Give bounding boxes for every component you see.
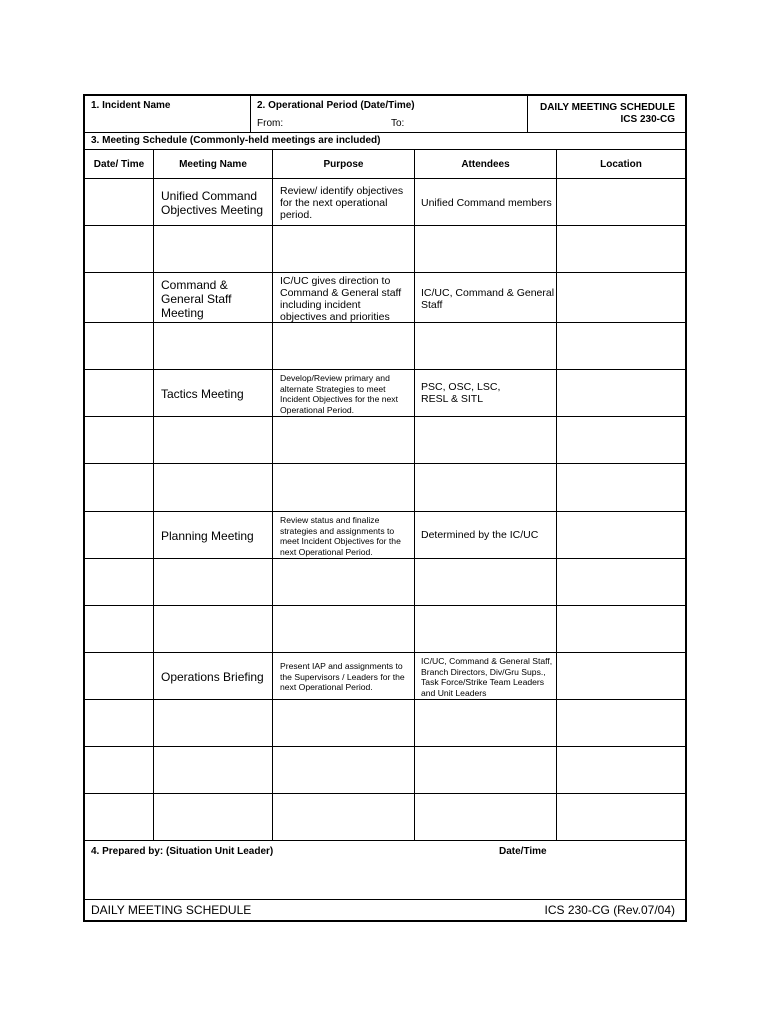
meeting-name: Operations Briefing [161, 670, 264, 684]
meeting-name: Unified Command Objectives Meeting [161, 189, 264, 217]
table-row[interactable] [85, 273, 685, 323]
column-header-attendees: Attendees [461, 158, 510, 170]
from-label: From: [257, 118, 284, 129]
meeting-attendees: Determined by the IC/UC [421, 529, 539, 541]
table-row[interactable] [85, 747, 685, 794]
table-row[interactable] [85, 559, 685, 606]
table-row[interactable] [85, 226, 685, 273]
incident-name-label: 1. Incident Name [91, 100, 171, 111]
footer-title: DAILY MEETING SCHEDULE [91, 903, 252, 917]
table-row[interactable] [85, 794, 685, 841]
table-row[interactable] [85, 370, 685, 417]
column-header-purpose: Purpose [323, 158, 364, 170]
meeting-purpose: IC/UC gives direction to Command & General staff including incident objectives and priorities [280, 275, 402, 323]
table-header [85, 150, 685, 179]
meeting-name: Tactics Meeting [161, 387, 244, 401]
meeting-purpose: Review status and finalize strategies and assignments to meet Incident Objectives for the next Operational Period. [280, 515, 401, 557]
table-row[interactable] [85, 653, 685, 700]
to-label: To: [391, 118, 405, 129]
meeting-table-body [85, 179, 685, 841]
table-row[interactable] [85, 323, 685, 370]
meeting-attendees: IC/UC, Command & General Staff, Branch Directors, Div/Gru Sups., Task Force/Strike Team Leaders and Unit Leaders [421, 656, 553, 698]
operational-period-field[interactable] [251, 96, 528, 132]
meeting-name: Planning Meeting [161, 529, 254, 543]
meeting-purpose: Develop/Review primary and alternate Strategies to meet Incident Objectives for the next Operational Period. [280, 373, 398, 415]
meeting-attendees: IC/UC, Command & General Staff [421, 287, 555, 311]
column-header-datetime: Date/ Time [93, 158, 145, 170]
form-header [85, 96, 685, 133]
operational-period-label: 2. Operational Period (Date/Time) [257, 100, 415, 111]
prepared-by-label: 4. Prepared by: (Situation Unit Leader) [91, 846, 274, 857]
footer-revision: ICS 230-CG (Rev.07/04) [544, 903, 675, 917]
meeting-schedule-section [85, 133, 685, 150]
table-row[interactable] [85, 606, 685, 653]
column-header-location: Location [600, 158, 642, 170]
table-row[interactable] [85, 464, 685, 512]
date-time-label: Date/Time [499, 846, 547, 857]
meeting-name: Command & General Staff Meeting [161, 278, 232, 320]
prepared-by-section[interactable] [85, 841, 685, 900]
form-title: DAILY MEETING SCHEDULE [539, 102, 675, 113]
meeting-attendees: PSC, OSC, LSC, RESL & SITL [421, 381, 501, 405]
form-code: ICS 230-CG [620, 114, 675, 125]
incident-name-field[interactable] [85, 96, 251, 132]
table-row[interactable] [85, 700, 685, 747]
form-title-cell [528, 96, 685, 132]
table-row[interactable] [85, 512, 685, 559]
form-footer [85, 900, 685, 920]
meeting-attendees: Unified Command members [421, 197, 552, 209]
table-row[interactable] [85, 179, 685, 226]
meeting-schedule-label: 3. Meeting Schedule (Commonly-held meetings are included) [91, 135, 381, 146]
table-row[interactable] [85, 417, 685, 464]
meeting-purpose: Review/ identify objectives for the next operational period. [280, 185, 404, 221]
meeting-purpose: Present IAP and assignments to the Supervisors / Leaders for the next Operational Period. [280, 661, 405, 693]
ics-230-form [83, 94, 687, 922]
column-header-meeting-name: Meeting Name [179, 158, 247, 170]
